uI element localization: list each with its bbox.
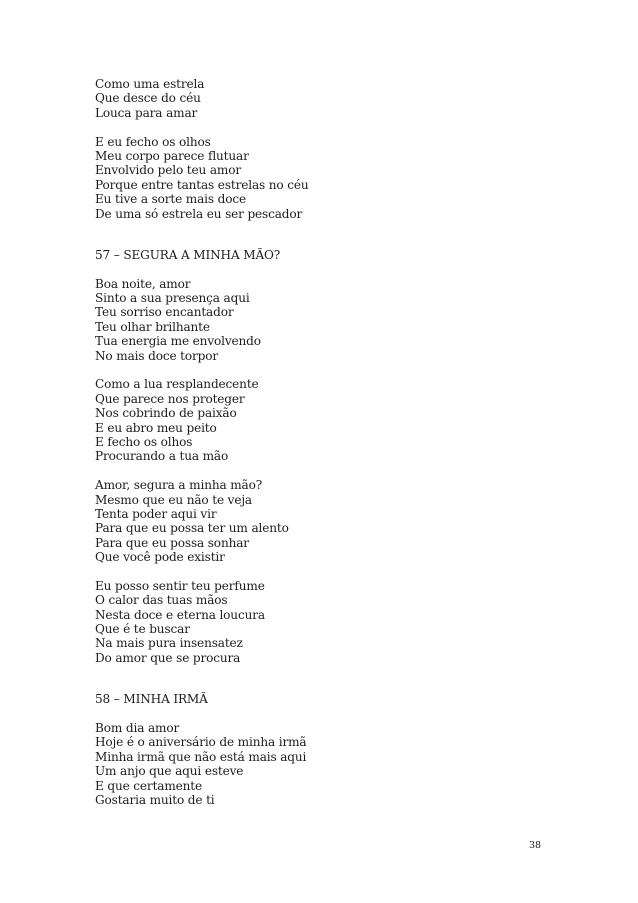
poem-line: Para que eu possa sonhar xyxy=(95,535,249,550)
poem-line: E que certamente xyxy=(95,778,203,793)
poem-line: Mesmo que eu não te veja xyxy=(95,492,252,507)
stanza-7 xyxy=(95,721,555,807)
poem-line: Sinto a sua presença aqui xyxy=(95,291,250,306)
poem-line: Tenta poder aqui vir xyxy=(95,506,217,521)
stanza-6 xyxy=(95,579,555,665)
poem-line: Do amor que se procura xyxy=(95,650,241,665)
poem-heading-57: 57 – SEGURA A MINHA MÃO? xyxy=(95,247,281,262)
poem-line: De uma só estrela eu ser pescador xyxy=(95,206,303,221)
poem-line: Que é te buscar xyxy=(95,622,190,637)
poem-line: E eu abro meu peito xyxy=(95,420,217,435)
poem-line: Nos cobrindo de paixão xyxy=(95,406,237,421)
poem-line: Louca para amar xyxy=(95,105,198,120)
stanza-2 xyxy=(95,135,555,221)
poem-line: Envolvido pelo teu amor xyxy=(95,163,241,178)
poem-line: Procurando a tua mão xyxy=(95,449,229,464)
poem-line: Que parece nos proteger xyxy=(95,391,245,406)
page-number: 38 xyxy=(529,840,542,851)
poem-line: Um anjo que aqui esteve xyxy=(95,764,244,779)
poem-line: Eu tive a sorte mais doce xyxy=(95,192,247,207)
stanza-1 xyxy=(95,77,555,120)
poem-line: Na mais pura insensatez xyxy=(95,636,243,651)
stanza-3 xyxy=(95,277,555,363)
poem-line: Boa noite, amor xyxy=(95,276,191,291)
poem-line: Tua energia me envolvendo xyxy=(95,334,261,349)
poem-line: Nesta doce e eterna loucura xyxy=(95,607,265,622)
poem-line: No mais doce torpor xyxy=(95,348,218,363)
poem-heading-58: 58 – MINHA IRMÃ xyxy=(95,692,208,707)
stanza-4 xyxy=(95,377,555,463)
poem-line: Para que eu possa ter um alento xyxy=(95,521,289,536)
poem-line: Como uma estrela xyxy=(95,77,205,91)
poem-line: Meu corpo parece flutuar xyxy=(95,148,249,163)
poem-line: Porque entre tantas estrelas no céu xyxy=(95,177,309,192)
poem-line: O calor das tuas mãos xyxy=(95,593,228,608)
stanza-5 xyxy=(95,478,555,564)
poem-line: Bom dia amor xyxy=(95,721,180,736)
poem-line: Que você pode existir xyxy=(95,550,225,565)
poem-line: E fecho os olhos xyxy=(95,434,193,449)
poem-line: Minha irmã que não está mais aqui xyxy=(95,749,307,764)
poem-line: Gostaria muito de ti xyxy=(95,792,215,807)
poem-line: Eu posso sentir teu perfume xyxy=(95,578,265,593)
poem-line: Teu olhar brilhante xyxy=(95,319,210,334)
poem-line: Amor, segura a minha mão? xyxy=(95,478,263,493)
document-page xyxy=(95,77,555,807)
poem-line: E eu fecho os olhos xyxy=(95,134,211,149)
poem-line: Como a lua resplandecente xyxy=(95,377,259,392)
poem-line: Hoje é o aniversário de minha irmã xyxy=(95,735,307,750)
poem-line: Que desce do céu xyxy=(95,91,201,106)
poem-line: Teu sorriso encantador xyxy=(95,305,234,320)
